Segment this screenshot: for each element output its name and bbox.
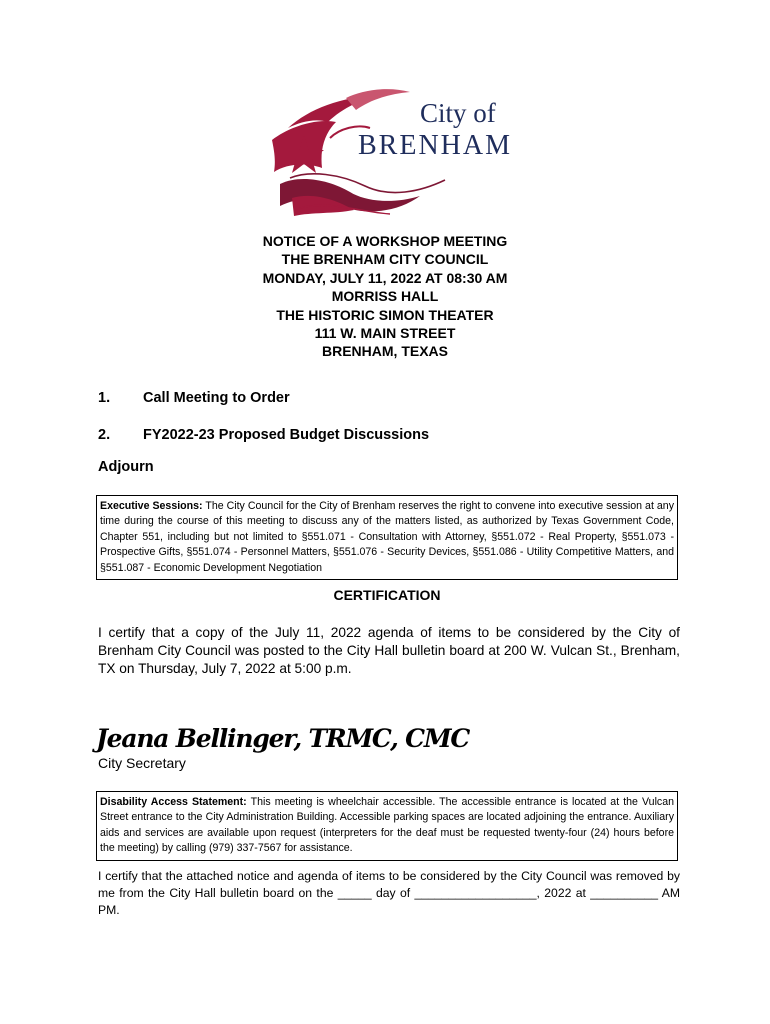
disability-access-lead: Disability Access Statement: (100, 796, 247, 808)
notice-line: NOTICE OF A WORKSHOP MEETING (262, 233, 508, 249)
executive-sessions-box (96, 495, 678, 580)
agenda-item (98, 427, 429, 443)
notice-line: THE BRENHAM CITY COUNCIL (281, 251, 489, 268)
notice-line: THE HISTORIC SIMON THEATER (276, 306, 494, 323)
city-logo (270, 88, 513, 220)
adjourn-label: Adjourn (98, 459, 154, 475)
agenda-item-number: 1. (98, 390, 111, 406)
signature-title: City Secretary (98, 755, 186, 771)
meeting-notice-heading (150, 232, 620, 361)
agenda-item-number: 2. (98, 427, 111, 443)
notice-line: MONDAY, JULY 11, 2022 AT 08:30 AM (262, 269, 508, 286)
disability-access-box (96, 791, 678, 861)
certification-text: I certify that a copy of the July 11, 2022 agenda of items to be considered by the City of Brenham City Council was posted to the City Hall bulletin board at 200 W. Vulcan St., Brenham, TX on Thursday, July 7, 2022 at 5:00 p.m. (98, 625, 680, 677)
disability-access-text: This meeting is wheelchair accessible. The accessible entrance is located at the Vulcan Street entrance to the City Administration Building. Accessible parking spaces are located adjoining the entrance. Auxiliary aids and services are available upon request (interpreters for the deaf must be requested twenty-four (24) hours before the meeting) by calling (979) 337-7567 for assistance. (100, 796, 675, 855)
notice-line: 111 W. MAIN STREET (314, 325, 456, 342)
notice-line: MORRISS HALL (331, 288, 439, 305)
executive-sessions-text: The City Council for the City of Brenham reserves the right to convene into executive session at any time during the course of this meeting to discuss any of the matters listed, as authorized by Texas Government Code, Chapter 551, including but not limited to §551.071 - Consultation with Attorney, §551.072 - Real Property, §551.073 - Prospective Gifts, §551.074 - Personnel Matters, §551.076 - Security Devices, §551.086 - Utility Competitive Matters, and §551.087 - Economic Development Negotiation (100, 500, 674, 574)
agenda-item-title: Call Meeting to Order (143, 390, 290, 406)
logo-city-of: City of (420, 98, 496, 128)
notice-line: BRENHAM, TEXAS (321, 343, 448, 360)
executive-sessions-lead: Executive Sessions: (100, 500, 203, 512)
signature: Jeana Bellinger, TRMC, CMC (96, 724, 470, 753)
agenda-item (98, 390, 290, 406)
logo-brenham: BRENHAM (358, 130, 513, 161)
removal-certification-text: I certify that the attached notice and agenda of items to be considered by the City Council was removed by me from the City Hall bulletin board on the _____ day of __________________, 2022 at __________ AM PM. (98, 869, 680, 917)
certification-title: CERTIFICATION (333, 587, 441, 603)
agenda-item-title: FY2022-23 Proposed Budget Discussions (143, 427, 430, 443)
